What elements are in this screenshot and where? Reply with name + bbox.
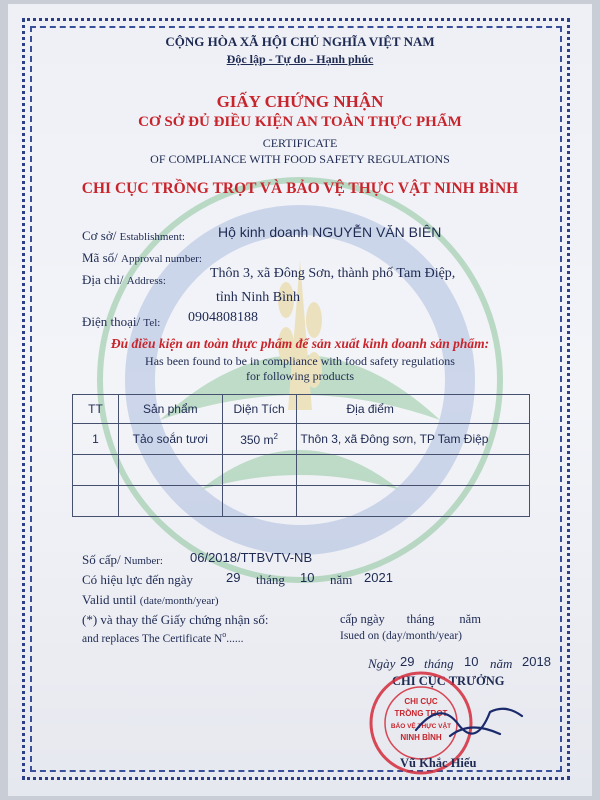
table-header-row xyxy=(73,395,530,424)
validity-day: 29 xyxy=(226,570,241,585)
cell-area xyxy=(222,424,296,455)
cell-product: Tảo soắn tươi xyxy=(118,424,222,455)
valid-until-format: (date/month/year) xyxy=(139,595,219,607)
replaces-label-en xyxy=(82,630,244,645)
address-label-en: Address: xyxy=(126,275,166,287)
cell-tt: 1 xyxy=(73,424,119,455)
compliance-en-sub: for following products xyxy=(246,369,354,383)
number-label-vi: Số cấp/ xyxy=(82,552,121,567)
approval-label xyxy=(82,250,202,266)
table-row-empty xyxy=(73,455,530,486)
signature-scribble-icon xyxy=(410,690,530,750)
header-tt: TT xyxy=(73,395,119,424)
compliance-en: Has been found to be in compliance with food safety regulations xyxy=(145,354,455,368)
establishment-label-en: Establishment: xyxy=(119,231,185,243)
replaces-label-en-sup: o xyxy=(222,630,227,639)
header-area: Diện Tích xyxy=(222,395,296,424)
replaces-label-vi: (*) và thay thế Giấy chứng nhận số: xyxy=(82,612,269,627)
phone-label-en: Tel: xyxy=(143,317,161,329)
signatory-title: CHI CỤC TRƯỞNG xyxy=(392,674,505,688)
phone-label xyxy=(82,314,160,330)
motto-text: Độc lập - Tự do - Hạnh phúc xyxy=(226,52,374,66)
establishment-value: Hộ kinh doanh NGUYỄN VĂN BIÊN xyxy=(218,224,442,240)
validity-year-label: năm xyxy=(330,572,353,587)
replaces-label-en-dots: ...... xyxy=(226,632,244,645)
title-en-sub: OF COMPLIANCE WITH FOOD SAFETY REGULATIONS xyxy=(150,152,450,166)
sign-date-prefix: Ngày xyxy=(368,656,396,671)
validity-month: 10 xyxy=(300,570,315,585)
number-label xyxy=(82,552,163,568)
sign-year-label: năm xyxy=(490,656,513,671)
establishment-label-vi: Cơ sở/ xyxy=(82,228,117,243)
replaces-date-vi: cấp ngày tháng năm xyxy=(340,612,481,626)
address-label xyxy=(82,272,166,288)
table-row-empty xyxy=(73,486,530,517)
title-vi-sub: CƠ SỞ ĐỦ ĐIỀU KIỆN AN TOÀN THỰC PHẨM xyxy=(138,114,462,130)
address-line2: tỉnh Ninh Bình xyxy=(216,290,301,305)
sign-month-label: tháng xyxy=(424,656,454,671)
sign-year: 2018 xyxy=(522,654,551,669)
replaces-date-en: Isued on (day/month/year) xyxy=(340,630,462,642)
replaces-label-en-text: and replaces The Certificate N xyxy=(82,632,223,645)
valid-until-label-en: Valid until xyxy=(82,592,137,607)
seal-text-4: NINH BÌNH xyxy=(400,733,442,742)
certificate-number: 06/2018/TTBVTV-NB xyxy=(190,550,313,565)
valid-until-label xyxy=(82,592,219,608)
title-vi: GIẤY CHỨNG NHẬN xyxy=(216,92,384,111)
address-label-vi: Địa chỉ/ xyxy=(82,272,124,287)
address-line1: Thôn 3, xã Đông Sơn, thành phố Tam Điệp, xyxy=(210,266,456,281)
phone-label-vi: Điện thoại/ xyxy=(82,314,141,329)
header-product: Sản phẩm xyxy=(118,395,222,424)
seal-text-1: CHI CỤC xyxy=(404,697,438,706)
cell-area-unit-sup: 2 xyxy=(273,431,278,441)
validity-month-label: tháng xyxy=(256,572,285,587)
signatory-name: Vũ Khắc Hiếu xyxy=(400,756,477,770)
approval-label-en: Approval number: xyxy=(121,253,202,265)
validity-label: Có hiệu lực đến ngày xyxy=(82,572,194,587)
sign-day: 29 xyxy=(400,654,415,669)
establishment-label xyxy=(82,228,185,244)
issuing-agency: CHI CỤC TRỒNG TRỌT VÀ BẢO VỆ THỰC VẬT NINH BÌNH xyxy=(81,180,519,197)
cell-area-value: 350 m xyxy=(240,432,274,447)
validity-year: 2021 xyxy=(364,570,393,585)
number-label-en: Number: xyxy=(123,555,163,567)
compliance-statement: Đủ điều kiện an toàn thực phẩm để sản xuất kinh doanh sản phẩm: xyxy=(110,336,490,351)
motto xyxy=(0,52,600,67)
title-en: CERTIFICATE xyxy=(262,136,338,150)
header-location: Địa điểm xyxy=(296,395,529,424)
seal-text-2: TRỒNG TRỌT xyxy=(394,709,448,718)
phone-value: 0904808188 xyxy=(188,310,258,325)
country-name: CỘNG HÒA XÃ HỘI CHỦ NGHĨA VIỆT NAM xyxy=(165,34,435,49)
table-row xyxy=(73,424,530,455)
sign-month: 10 xyxy=(464,654,479,669)
products-table xyxy=(72,394,530,517)
cell-location: Thôn 3, xã Đông sơn, TP Tam Điệp xyxy=(296,424,529,455)
approval-label-vi: Mã số/ xyxy=(82,250,118,265)
seal-text-3: BẢO VỆ THỰC VẬT xyxy=(390,723,452,730)
